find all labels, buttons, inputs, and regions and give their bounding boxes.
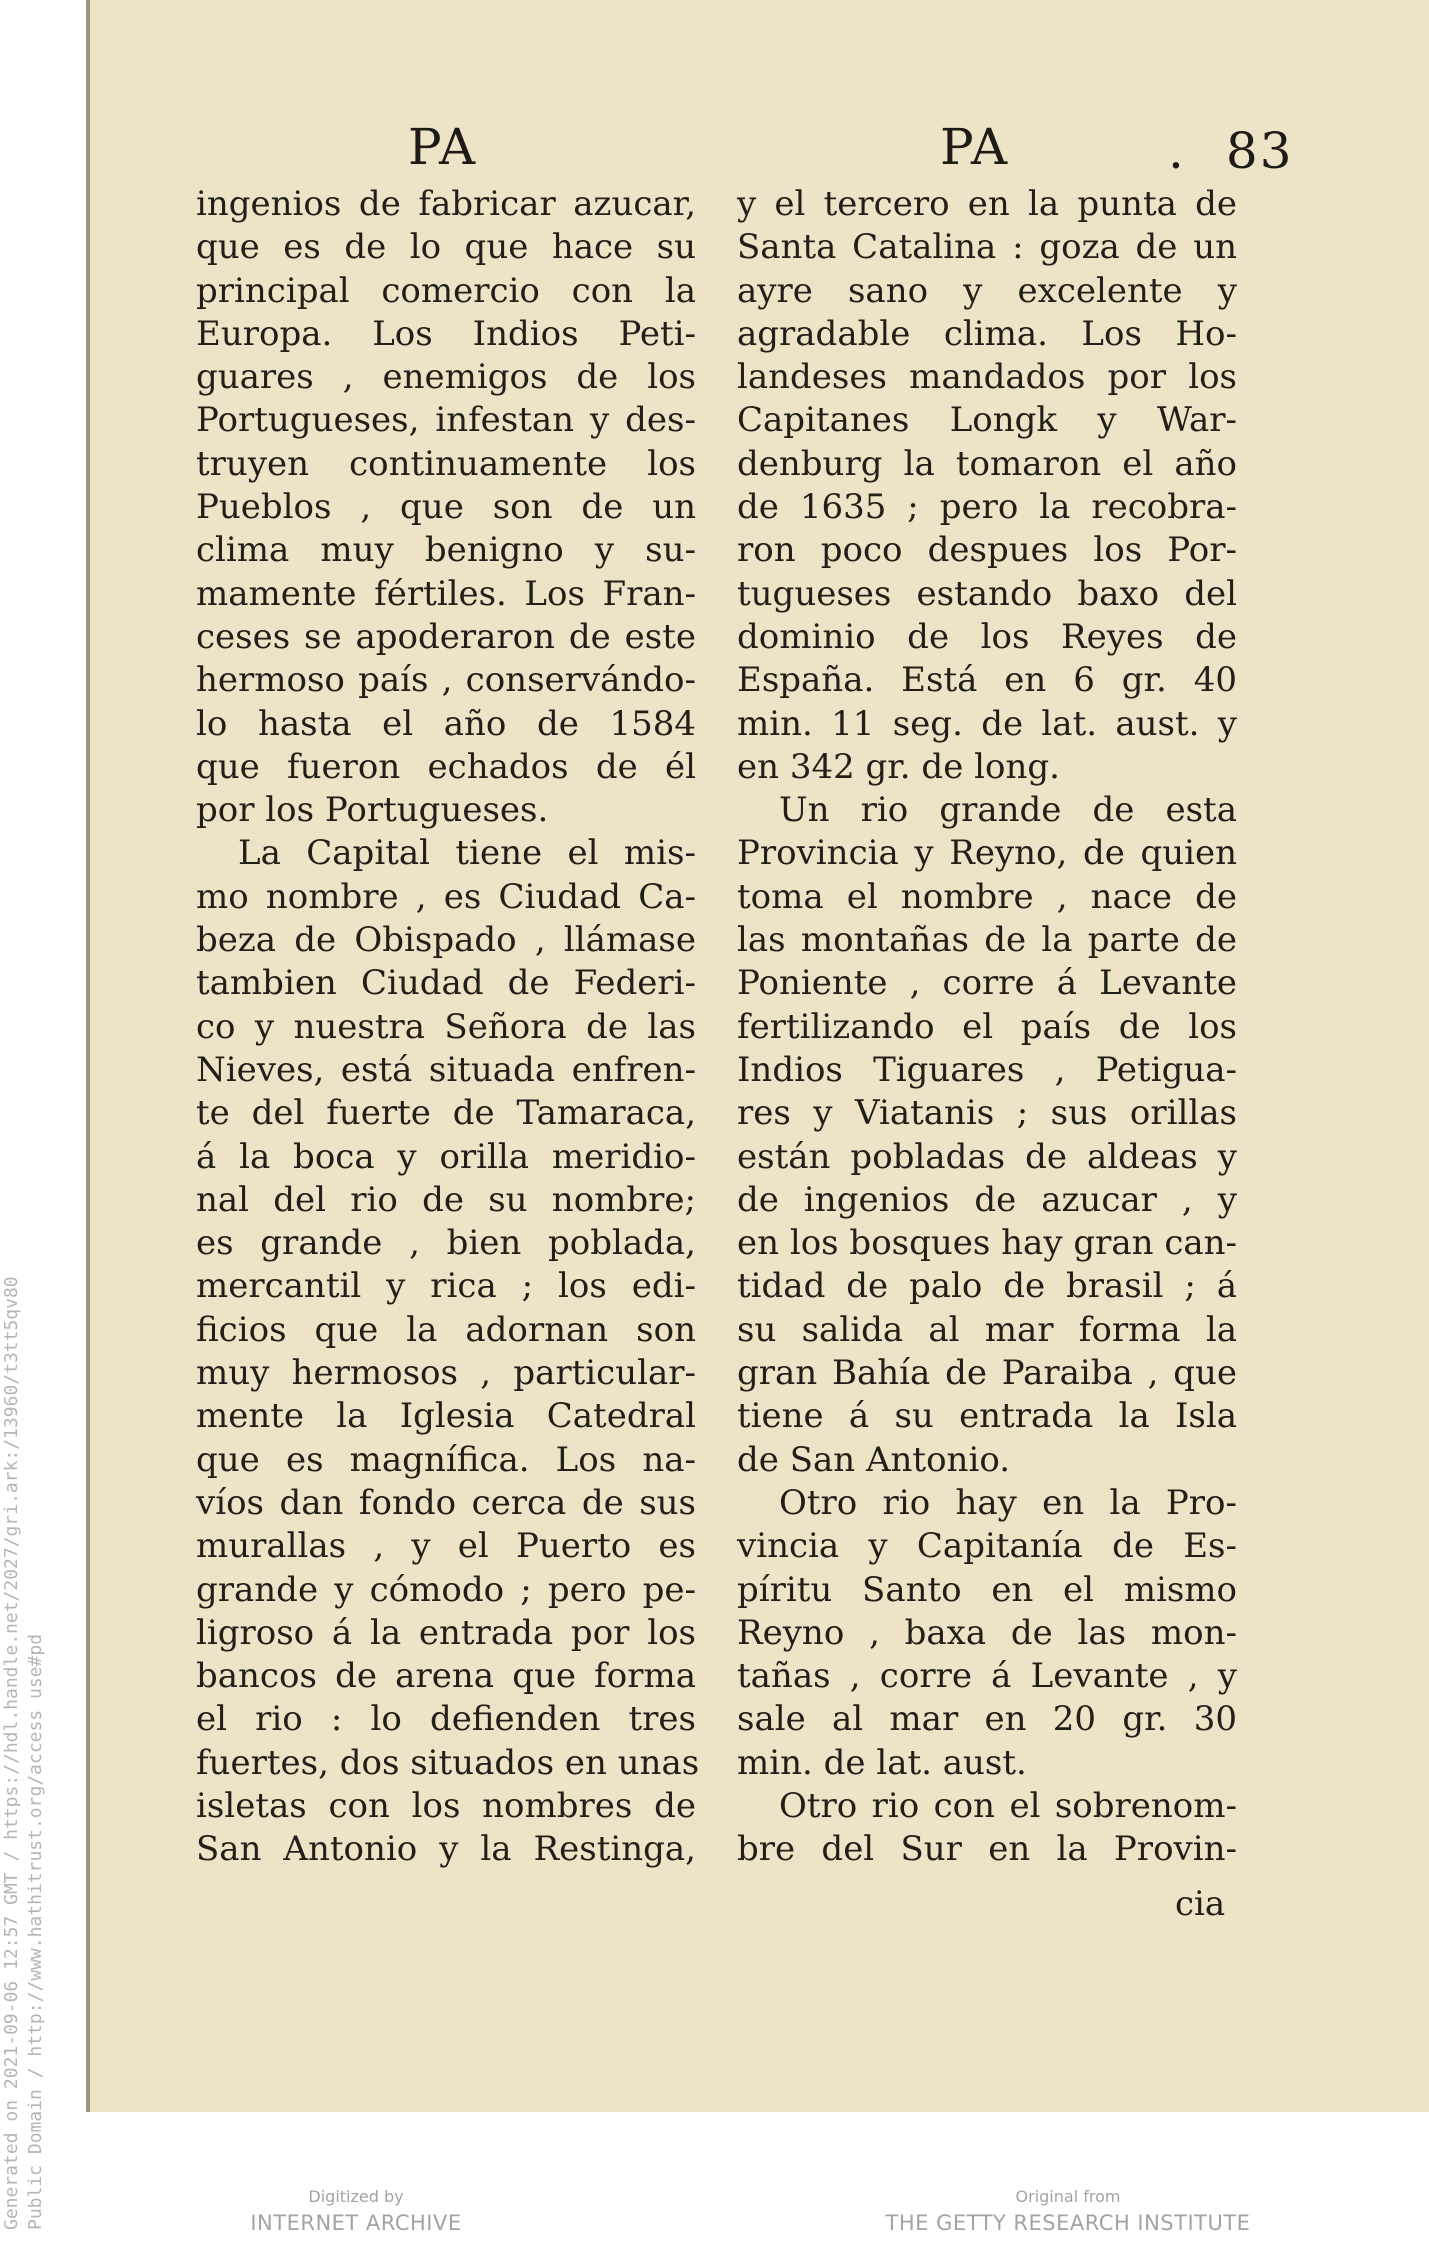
text-line: denburg la tomaron el año (737, 443, 1237, 484)
text-line: sale al mar en 20 gr. 30 (737, 1699, 1237, 1740)
text-line: Reyno , baxa de las mon- (737, 1612, 1237, 1653)
text-line: murallas , y el Puerto es (196, 1526, 696, 1567)
text-line: en los bosques hay gran can- (737, 1223, 1238, 1264)
text-line: Otro rio hay en la Pro- (779, 1482, 1237, 1523)
text-line: fuertes, dos situados en unas (196, 1742, 700, 1783)
text-line: agradable clima. Los Ho- (737, 313, 1237, 354)
text-line: y el tercero en la punta de (737, 184, 1237, 224)
text-line: tiene á su entrada la Isla (737, 1396, 1237, 1437)
text-line: tugueses estando baxo del (737, 573, 1237, 614)
text-line: que fueron echados de él (196, 746, 696, 787)
text-line: es grande , bien poblada, (196, 1223, 696, 1264)
text-line: co y nuestra Señora de las (196, 1006, 696, 1047)
text-line: las montañas de la parte de (737, 920, 1237, 961)
text-line: dominio de los Reyes de (737, 616, 1237, 657)
catchword: cia (1175, 1884, 1226, 1924)
text-line: que es magnífica. Los na- (196, 1439, 696, 1480)
text-line: Portugueses, infestan y des- (196, 400, 696, 441)
text-line: ingenios de fabricar azucar, (196, 184, 696, 224)
text-line: de San Antonio. (737, 1439, 1010, 1480)
text-line: tañas , corre á Levante , y (737, 1656, 1237, 1697)
page-edge-shadow (86, 0, 90, 2112)
text-line: fertilizando el país de los (737, 1006, 1237, 1047)
text-line: víos dan fondo cerca de sus (196, 1482, 696, 1523)
text-line: min. de lat. aust. (737, 1742, 1027, 1783)
text-line: ron poco despues los Por- (737, 530, 1237, 571)
text-line: res y Viatanis ; sus orillas (737, 1093, 1237, 1134)
text-line: su salida al mar forma la (737, 1309, 1237, 1350)
text-line: España. Está en 6 gr. 40 (737, 660, 1237, 701)
header-right-title: PA (940, 118, 1010, 176)
text-line: hermoso país , conservándo- (196, 660, 696, 701)
stamp-line-2: Public Domain / http://www.hathitrust.org/access use#pd (25, 1633, 46, 2230)
page-number-value: 83 (1225, 122, 1294, 180)
text-line: están pobladas de aldeas y (737, 1136, 1237, 1177)
text-line: Poniente , corre á Levante (737, 963, 1237, 1004)
footer-original-from: Original from (1015, 2187, 1121, 2206)
text-line: ficios que la adornan son (196, 1309, 696, 1350)
running-header (0, 118, 1429, 188)
text-line: el rio : lo defienden tres (196, 1699, 696, 1740)
text-line: mercantil y rica ; los edi- (196, 1266, 696, 1307)
left-text-column (196, 183, 700, 1872)
text-line: principal comercio con la (196, 270, 696, 311)
text-line: ceses se apoderaron de este (196, 616, 696, 657)
text-line: nal del rio de su nombre; (196, 1179, 696, 1220)
footer-internet-archive: INTERNET ARCHIVE (250, 2211, 462, 2235)
text-line: Europa. Los Indios Peti- (196, 313, 696, 354)
footer-original-source (868, 2186, 1268, 2238)
footer-getty: THE GETTY RESEARCH INSTITUTE (885, 2211, 1251, 2235)
text-line: Provincia y Reyno, de quien (737, 833, 1237, 874)
text-line: bancos de arena que forma (196, 1656, 696, 1697)
text-line: bre del Sur en la Provin- (737, 1829, 1237, 1870)
text-line: ayre sano y excelente y (737, 270, 1237, 311)
header-left-title: PA (408, 118, 478, 176)
text-line: vincia y Capitanía de Es- (737, 1526, 1237, 1567)
right-text-column (737, 183, 1237, 1872)
text-line: truyen continuamente los (196, 443, 696, 484)
text-line: San Antonio y la Restinga, (196, 1829, 696, 1870)
footer-digitizer (236, 2186, 476, 2238)
text-line: Indios Tiguares , Petigua- (737, 1049, 1237, 1090)
text-line: Santa Catalina : goza de un (737, 227, 1237, 268)
page-number (1168, 122, 1294, 180)
text-line: clima muy benigno y su- (196, 530, 696, 571)
text-line: que es de lo que hace su (196, 227, 696, 268)
text-line: á la boca y orilla meridio- (196, 1136, 696, 1177)
text-line: min. 11 seg. de lat. aust. y (737, 703, 1237, 744)
text-line: mamente fértiles. Los Fran- (196, 573, 696, 614)
text-line: de ingenios de azucar , y (737, 1179, 1237, 1220)
text-line: Nieves, está situada enfren- (196, 1049, 696, 1090)
text-line: gran Bahía de Paraiba , que (737, 1353, 1237, 1394)
text-line: lo hasta el año de 1584 (196, 703, 696, 744)
text-line: guares , enemigos de los (196, 357, 696, 398)
header-separator: . (1168, 122, 1186, 180)
text-line: Un rio grande de esta (779, 790, 1237, 831)
text-line: landeses mandados por los (737, 357, 1237, 398)
text-line: por los Portugueses. (196, 790, 549, 831)
text-line: te del fuerte de Tamaraca, (196, 1093, 696, 1134)
text-line: beza de Obispado , llámase (196, 920, 696, 961)
text-line: mente la Iglesia Catedral (196, 1396, 696, 1437)
text-line: toma el nombre , nace de (737, 876, 1237, 917)
text-line: isletas con los nombres de (196, 1785, 696, 1826)
footer-digitized-by: Digitized by (308, 2187, 404, 2206)
text-line: píritu Santo en el mismo (737, 1569, 1237, 1610)
text-line: Capitanes Longk y War- (737, 400, 1237, 441)
hathitrust-stamp (0, 1120, 56, 2230)
text-line: de 1635 ; pero la recobra- (737, 487, 1237, 528)
text-line: Pueblos , que son de un (196, 487, 696, 528)
text-line: tambien Ciudad de Federi- (196, 963, 696, 1004)
text-line: muy hermosos , particular- (196, 1353, 696, 1394)
text-line: tidad de palo de brasil ; á (737, 1266, 1237, 1307)
text-line: ligroso á la entrada por los (196, 1612, 696, 1653)
text-line: grande y cómodo ; pero pe- (196, 1569, 696, 1610)
text-line: Otro rio con el sobrenom- (779, 1785, 1237, 1826)
text-line: mo nombre , es Ciudad Ca- (196, 876, 696, 917)
text-line: en 342 gr. de long. (737, 746, 1060, 787)
text-line: La Capital tiene el mis- (238, 833, 696, 874)
stamp-line-1: Generated on 2021-09-06 12:57 GMT / https://hdl.handle.net/2027/gri.ark:/13960/t3tt5qv80 (1, 1276, 22, 2230)
